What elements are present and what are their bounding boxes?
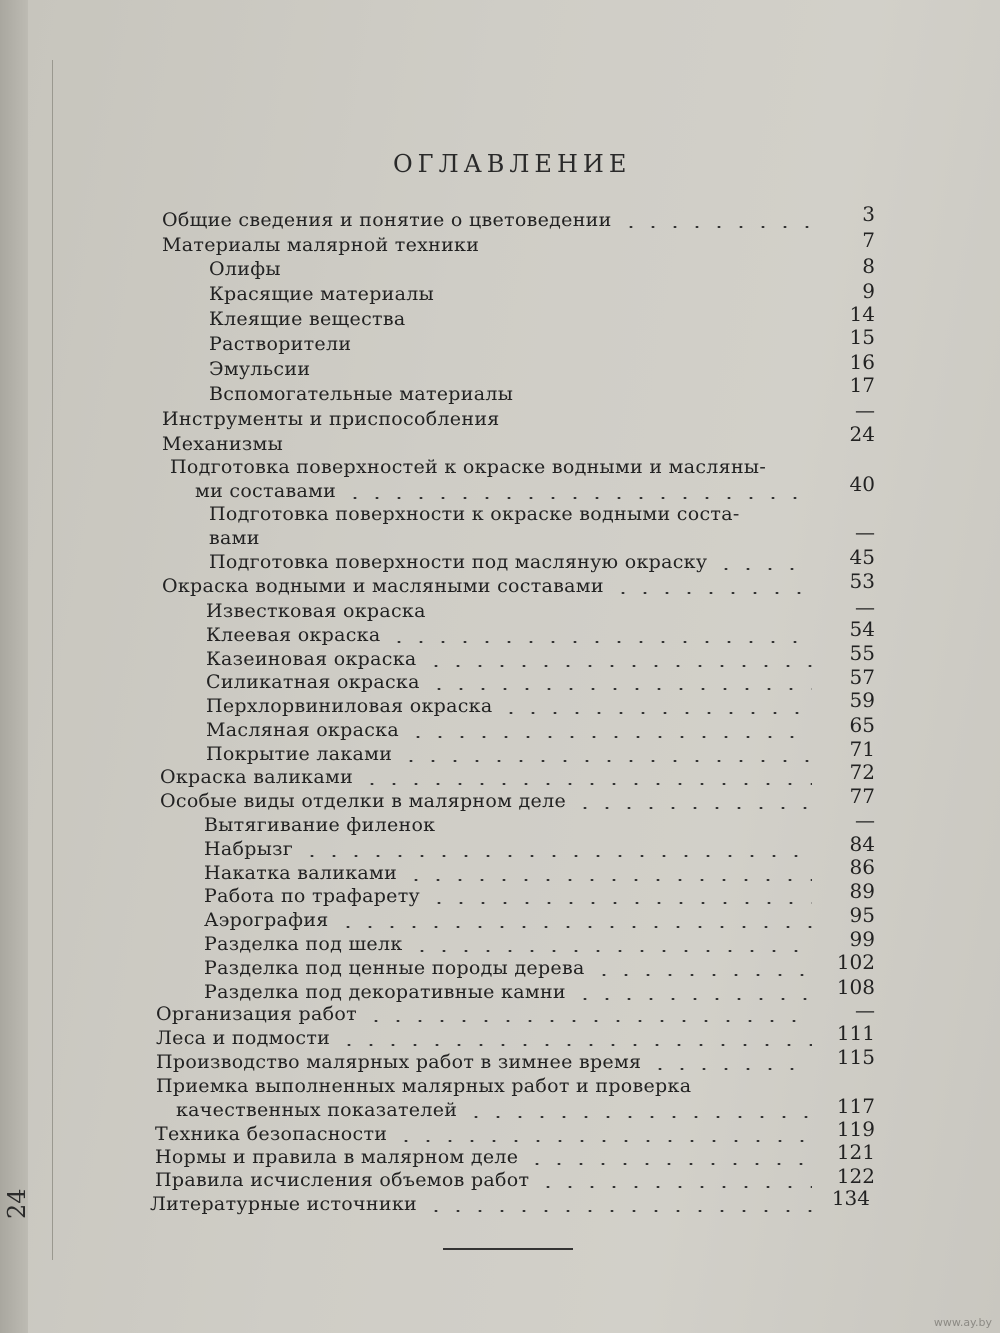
toc-entry-page-number: 72: [849, 760, 875, 784]
dot-leader: [400, 760, 812, 762]
toc-entry: [162, 405, 820, 431]
dot-leader: [715, 568, 812, 570]
toc-entry-page-number: 65: [849, 713, 875, 737]
toc-entry-title: Организация работ: [156, 1003, 357, 1025]
toc-entry: [206, 621, 820, 647]
toc-entry-title: Правила исчисления объемов работ: [155, 1169, 530, 1191]
toc-entry-title: Известковая окраска: [206, 600, 426, 622]
toc-entry: [209, 305, 820, 331]
toc-entry: [209, 355, 820, 381]
toc-entry: [204, 954, 820, 980]
toc-entry: [204, 835, 820, 861]
dot-leader: [612, 592, 812, 594]
toc-entry-page-number: 108: [836, 975, 875, 999]
side-page-number: 24: [3, 1188, 31, 1219]
toc-entry: [204, 882, 820, 908]
toc-entry: [204, 811, 820, 837]
toc-entry-title: Окраска валиками: [160, 766, 354, 788]
toc-entry: [156, 1024, 820, 1050]
dot-leader: [361, 783, 812, 785]
toc-entry-title: Перхлорвиниловая окраска: [206, 695, 493, 717]
book-spine: [0, 0, 28, 1333]
toc-entry-page-number: 17: [849, 373, 875, 397]
dot-leader: [425, 665, 812, 667]
toc-entry: [170, 453, 820, 479]
toc-entry-title: Вытягивание филенок: [204, 814, 436, 836]
toc-entry-page-number: 57: [849, 665, 875, 689]
toc-entry-title: Подготовка поверхностей к окраске водными и масляны-: [170, 456, 767, 478]
dot-leader: [500, 712, 812, 714]
toc-entry-page-number: 7: [862, 228, 875, 252]
toc-entry-page-number: 99: [849, 927, 875, 951]
toc-entry-page-number: 119: [836, 1117, 875, 1141]
toc-entry-page-number: 84: [849, 832, 875, 856]
toc-entry-page-number: 89: [849, 879, 875, 903]
toc-entry: [155, 1166, 820, 1192]
toc-entry: [209, 548, 820, 574]
toc-entry-page-number: 3: [862, 202, 875, 226]
toc-entry: [204, 930, 820, 956]
dot-leader: [428, 688, 812, 690]
toc-entry-page-number: 53: [849, 569, 875, 593]
toc-entry: [162, 231, 820, 257]
toc-entry-title: Аэрография: [204, 909, 329, 931]
dot-leader: [405, 879, 812, 881]
toc-entry: [156, 1000, 820, 1026]
toc-entry: [204, 906, 820, 932]
toc-entry-page-number: 54: [849, 617, 875, 641]
toc-entry-title: Разделка под ценные породы дерева: [204, 957, 585, 979]
dot-leader: [526, 1163, 812, 1165]
toc-entry-title: Механизмы: [162, 433, 284, 455]
toc-entry-page-number: 40: [849, 472, 875, 496]
toc-entry-title: Клеящие вещества: [209, 308, 406, 330]
toc-entry-page-number: —: [855, 595, 875, 619]
toc-entry-page-number: 14: [849, 302, 875, 326]
dot-leader: [388, 641, 812, 643]
toc-entry-title: Эмульсии: [209, 358, 311, 380]
toc-entry-page-number: 121: [836, 1140, 875, 1164]
toc-entry-page-number: 9: [862, 279, 875, 303]
toc-entry-title: Масляная окраска: [206, 719, 399, 741]
toc-entry-title: Окраска водными и масляными составами: [162, 575, 604, 597]
toc-entry-title: Техника безопасности: [155, 1123, 388, 1145]
toc-entry: [206, 597, 820, 623]
toc-entry-page-number: 117: [836, 1094, 875, 1118]
toc-entry-page-number: 95: [849, 903, 875, 927]
toc-entry-page-number: 24: [849, 422, 875, 446]
toc-entry: [160, 763, 820, 789]
toc-entry-title: Общие сведения и понятие о цветоведении: [162, 209, 612, 231]
dot-leader: [407, 736, 812, 738]
toc-entry-page-number: —: [855, 808, 875, 832]
toc-entry-title: Подготовка поверхности к окраске водными соста-: [209, 503, 740, 525]
toc-entry-title: Олифы: [209, 258, 281, 280]
toc-entry-title: Растворители: [209, 333, 352, 355]
dot-leader: [395, 1140, 812, 1142]
toc-entry: [206, 692, 820, 718]
dot-leader: [338, 1044, 812, 1046]
toc-entry-page-number: 86: [849, 855, 875, 879]
toc-entry: [206, 716, 820, 742]
dot-leader: [301, 855, 812, 857]
closing-rule: [443, 1248, 573, 1250]
toc-entry-page-number: 111: [836, 1021, 875, 1045]
toc-entry-page-number: 71: [849, 737, 875, 761]
toc-entry-title: Накатка валиками: [204, 862, 398, 884]
dot-leader: [593, 974, 812, 976]
dot-leader: [344, 497, 812, 499]
toc-entry-title: Работа по трафарету: [204, 885, 421, 907]
dot-leader: [649, 1068, 812, 1070]
toc-entry: [162, 206, 820, 232]
toc-entry-title: Вспомогательные материалы: [209, 383, 514, 405]
toc-entry: [150, 1190, 820, 1216]
toc-entry-page-number: —: [855, 520, 875, 544]
toc-entry-page-number: 134: [831, 1186, 870, 1210]
dot-leader: [425, 1210, 812, 1212]
toc-entry-page-number: —: [855, 398, 875, 422]
toc-entry: [209, 255, 820, 281]
toc-entry: [206, 668, 820, 694]
dot-leader: [537, 1186, 812, 1188]
toc-entry-title: Приемка выполненных малярных работ и проверка: [156, 1075, 692, 1097]
toc-entry-title: Подготовка поверхности под масляную окраску: [209, 551, 708, 573]
dot-leader: [428, 902, 812, 904]
watermark: www.ay.by: [933, 1316, 992, 1329]
toc-entry-title: Красящие материалы: [209, 283, 435, 305]
toc-entry: [162, 572, 820, 598]
toc-entry: [156, 1048, 820, 1074]
toc-entry-page-number: 102: [836, 950, 875, 974]
toc-entry: [156, 1072, 820, 1098]
toc-entry-title: Нормы и правила в малярном деле: [155, 1146, 519, 1168]
toc-entry-title: Производство малярных работ в зимнее время: [156, 1051, 642, 1073]
dot-leader: [365, 1020, 812, 1022]
dot-leader: [574, 807, 812, 809]
toc-entry-title: Силикатная окраска: [206, 671, 420, 693]
toc-entry-page-number: 16: [849, 350, 875, 374]
toc-entry: [209, 280, 820, 306]
toc-entry-page-number: —: [855, 998, 875, 1022]
toc-entry-title: Клеевая окраска: [206, 624, 381, 646]
dot-leader: [411, 950, 812, 952]
page-title: ОГЛАВЛЕНИЕ: [393, 150, 632, 178]
dot-leader: [465, 1116, 812, 1118]
toc-entry-page-number: 45: [849, 545, 875, 569]
toc-entry: [209, 500, 820, 526]
toc-entry-title: Набрызг: [204, 838, 294, 860]
page-fold-line: [52, 60, 53, 1260]
toc-entry-title: Покрытие лаками: [206, 743, 393, 765]
toc-entry: [176, 1096, 820, 1122]
toc-entry-page-number: 55: [849, 641, 875, 665]
toc-entry-title: Разделка под шелк: [204, 933, 403, 955]
toc-entry: [209, 380, 820, 406]
dot-leader: [337, 926, 812, 928]
toc-entry: [160, 787, 820, 813]
toc-entry-title: качественных показателей: [176, 1099, 458, 1121]
toc-entry-page-number: 77: [849, 784, 875, 808]
toc-entry: [209, 524, 820, 550]
toc-entry: [209, 330, 820, 356]
toc-entry-title: ми составами: [195, 480, 337, 502]
toc-entry-title: Казеиновая окраска: [206, 648, 417, 670]
toc-entry-page-number: 122: [836, 1164, 875, 1188]
dot-leader: [620, 226, 812, 228]
toc-entry-title: вами: [209, 527, 260, 549]
toc-entry-title: Материалы малярной техники: [162, 234, 480, 256]
toc-entry-page-number: 15: [849, 325, 875, 349]
toc-entry-page-number: 8: [862, 254, 875, 278]
toc-entry-title: Литературные источники: [150, 1193, 417, 1215]
toc-entry-page-number: 59: [849, 688, 875, 712]
toc-entry-title: Леса и подмости: [156, 1027, 331, 1049]
toc-entry-title: Разделка под декоративные камни: [204, 981, 566, 1003]
toc-entry-page-number: 115: [836, 1045, 875, 1069]
toc-entry-title: Инструменты и приспособления: [162, 408, 500, 430]
toc-entry-title: Особые виды отделки в малярном деле: [160, 790, 567, 812]
